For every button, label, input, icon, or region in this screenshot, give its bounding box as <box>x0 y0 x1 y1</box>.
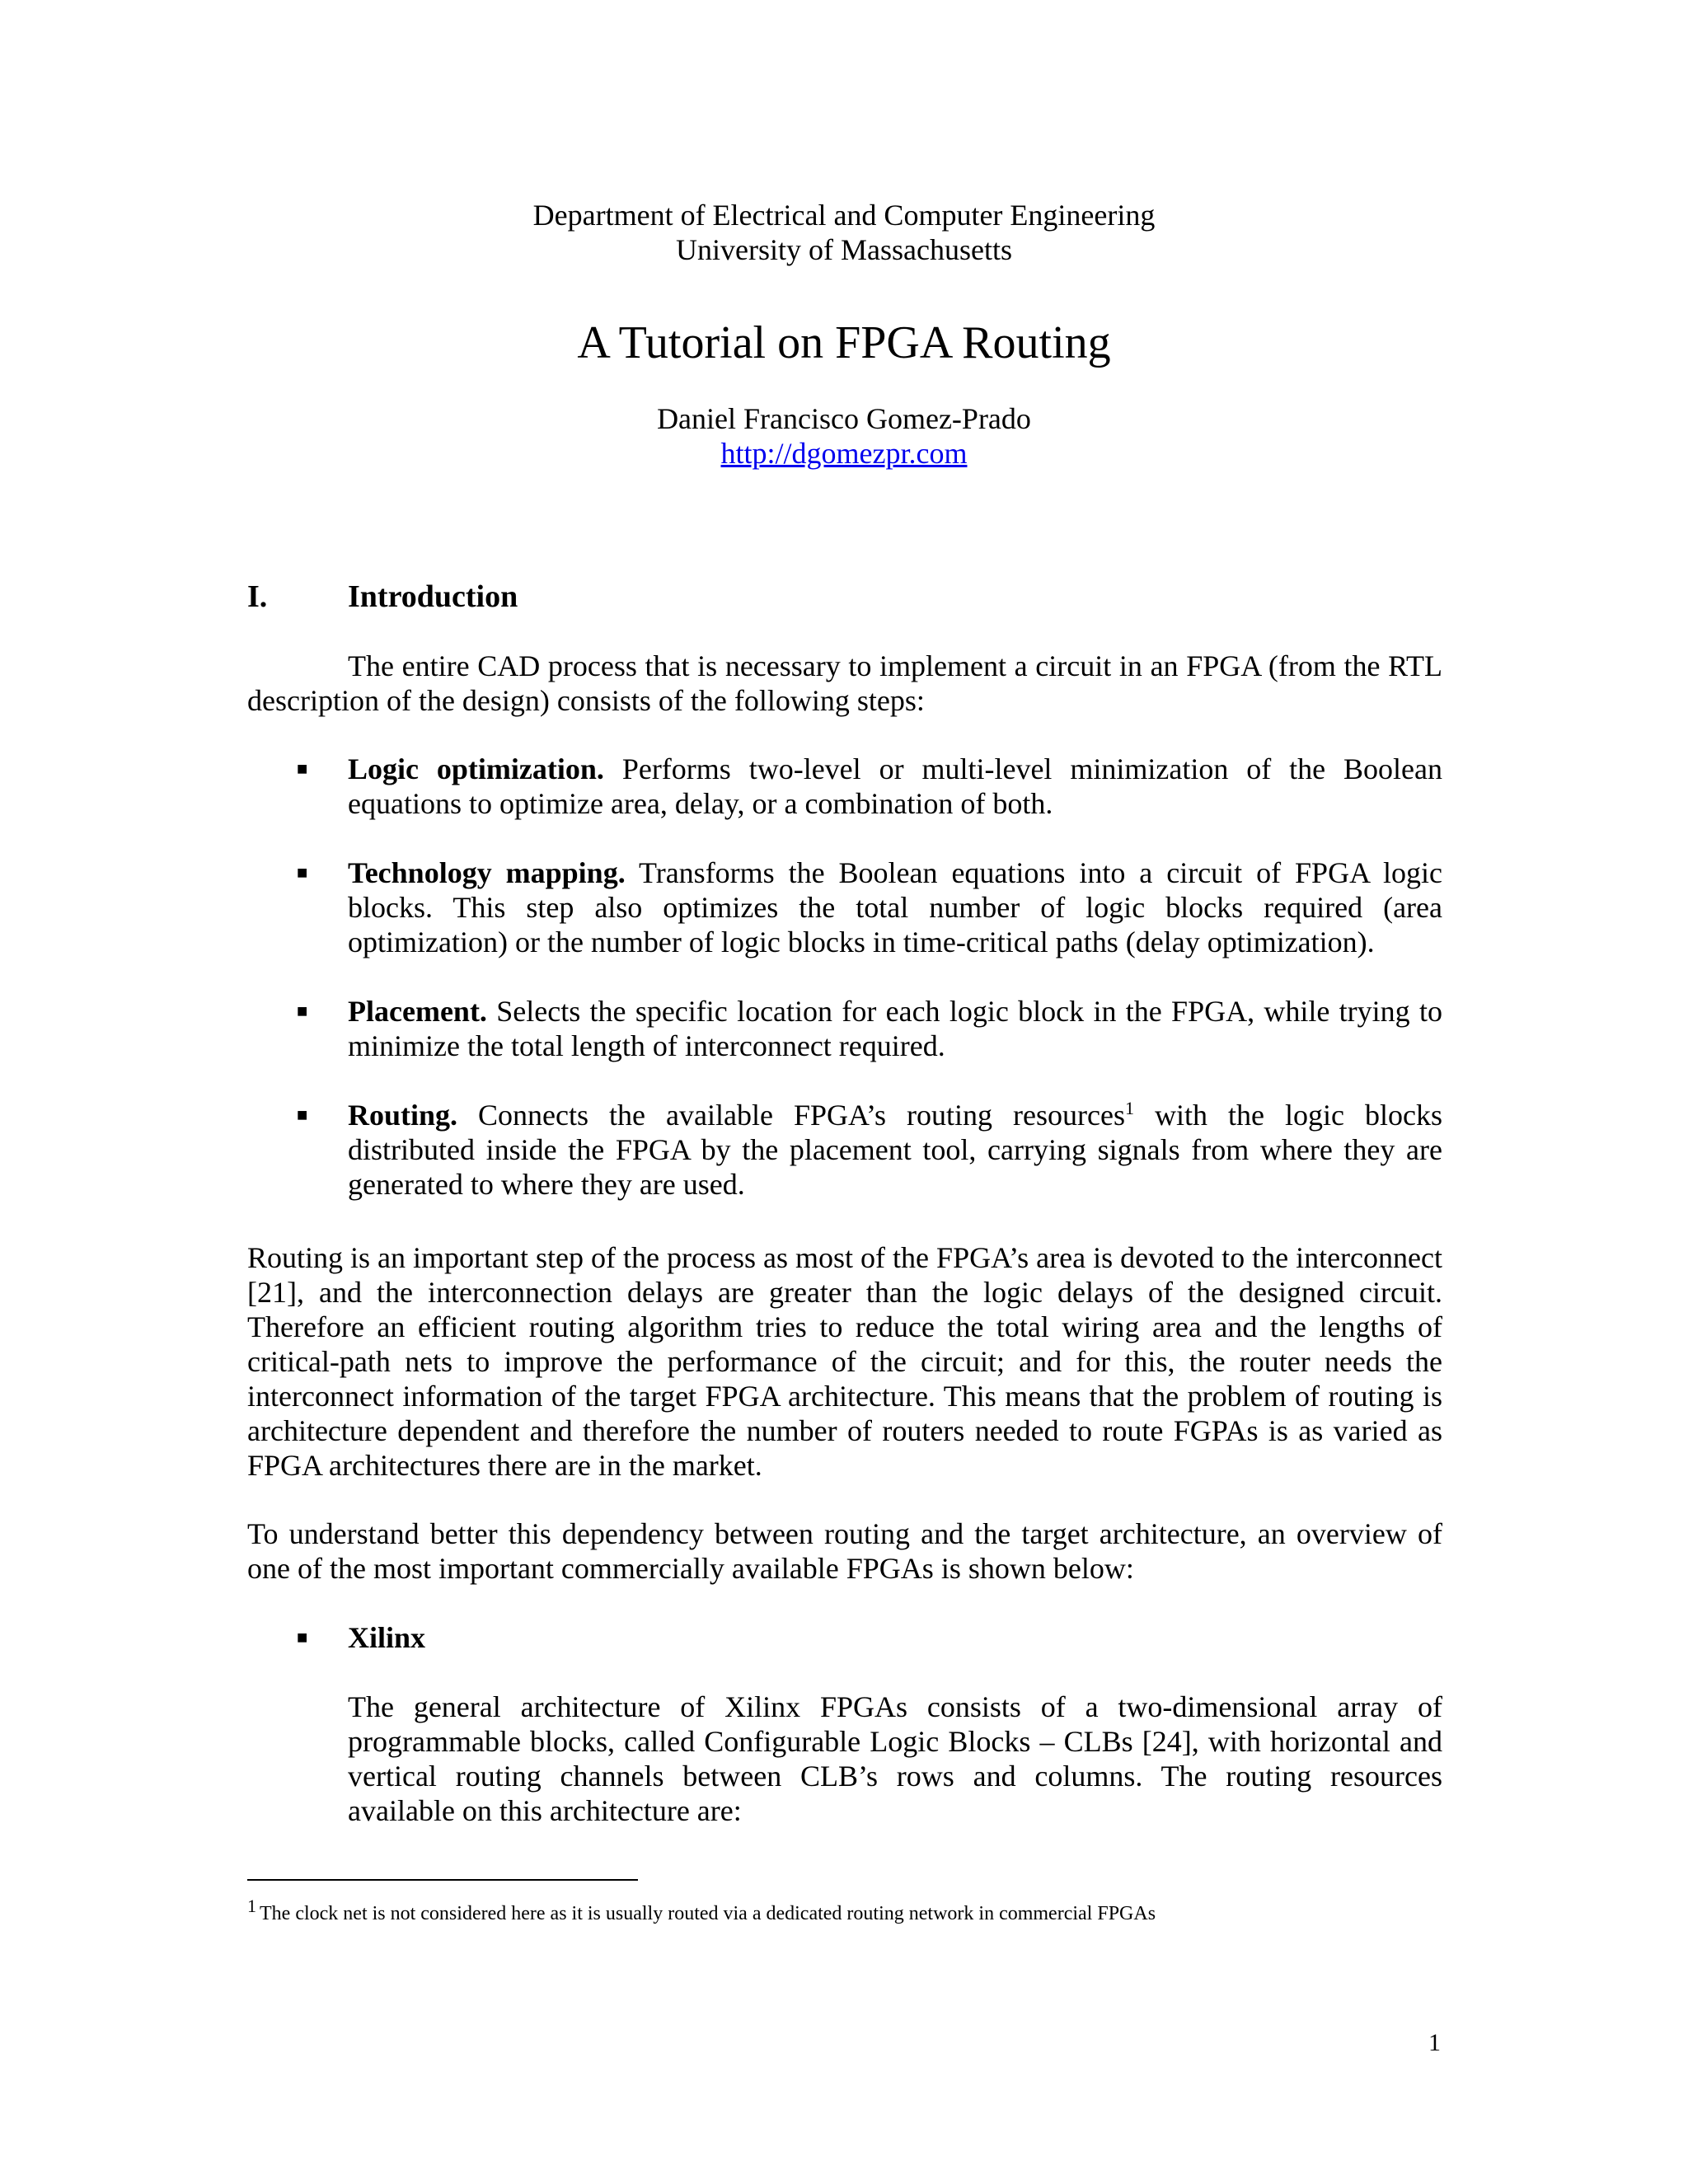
bullet-square-icon: ■ <box>297 758 308 779</box>
bullet-square-icon: ■ <box>297 862 308 883</box>
step-text: Connects the available FPGA’s routing resources <box>457 1099 1125 1132</box>
xilinx-label: Xilinx <box>348 1621 426 1654</box>
footnote-reference[interactable]: 1 <box>1124 1098 1134 1118</box>
step-term: Routing. <box>348 1099 458 1132</box>
routing-paragraph: Routing is an important step of the process as most of the FPGA’s area is devoted to the interconnect [21], and the interconnection delays are greater than the logic delays of the designed circuit. Therefore an efficient routing algorithm tries to reduce the total wiring area and the lengths of critical-path nets to improve the performance of the circuit; and for this, the router needs the interconnect information of the target FPGA architecture. This means that the problem of routing is architecture dependent and therefore the number of routers needed to route FGPAs is as varied as FPGA architectures there are in the market. <box>247 1241 1442 1482</box>
xilinx-bullet <box>247 1620 1442 1655</box>
paper-title: A Tutorial on FPGA Routing <box>577 317 1111 368</box>
section-number: I. <box>247 579 268 614</box>
step-term: Logic optimization. <box>348 752 604 785</box>
step-text: Transforms the Boolean equations into a circuit of FPGA logic blocks. This step also optimizes the total number of logic blocks required (area optimization) or the number of logic blocks in time-critical paths (delay optimization). <box>348 856 1442 958</box>
intro-text: The entire CAD process that is necessary to implement a circuit in an FPGA (from the RTL description of the design) consists of the following steps: <box>247 649 1442 717</box>
bullet-square-icon: ■ <box>297 1627 308 1647</box>
cad-steps-list <box>247 752 1442 1236</box>
footnote-number: 1 <box>247 1896 256 1916</box>
author-block <box>247 401 1441 471</box>
intro-paragraph <box>247 649 1442 718</box>
university-line: University of Massachusetts <box>676 233 1012 266</box>
page-number: 1 <box>1428 2029 1441 2056</box>
section-title: Introduction <box>348 579 518 614</box>
department-line: Department of Electrical and Computer Engineering <box>532 199 1156 232</box>
step-term: Placement. <box>348 995 487 1028</box>
bullet-square-icon: ■ <box>297 1001 308 1021</box>
step-text: Performs two-level or multi-level minimization of the Boolean equations to optimize area, delay, or a combination of both. <box>348 752 1443 820</box>
footnote-text: The clock net is not considered here as it is usually routed via a dedicated routing network in commercial FPGAs <box>260 1903 1156 1924</box>
xilinx-paragraph: The general architecture of Xilinx FPGAs consists of a two-dimensional array of programmable blocks, called Configurable Logic Blocks – CLBs [24], with horizontal and vertical routing channels between CLB’s rows and columns. The routing resources available on this architecture are: <box>348 1690 1442 1827</box>
step-text: Selects the specific location for each logic block in the FPGA, while trying to minimize the total length of interconnect required. <box>348 995 1442 1062</box>
overview-paragraph: To understand better this dependency between routing and the target architecture, an overview of one of the most important commercially available FPGAs is shown below: <box>247 1517 1442 1585</box>
section-heading <box>247 579 518 615</box>
list-item <box>247 1098 1442 1202</box>
step-term: Technology mapping. <box>348 856 626 889</box>
step-text: with the logic blocks distributed inside the FPGA by the placement tool, carrying signals from where they are generated to where they are used. <box>348 1099 1442 1201</box>
author-url-link[interactable]: http://dgomezpr.com <box>720 437 968 470</box>
footnote-divider <box>247 1879 638 1881</box>
list-item <box>247 752 1442 821</box>
author-name: Daniel Francisco Gomez-Prado <box>657 402 1031 435</box>
affiliation-block <box>247 198 1441 267</box>
footnote <box>247 1894 1442 1926</box>
list-item <box>247 994 1442 1063</box>
bullet-square-icon: ■ <box>297 1104 308 1125</box>
list-item <box>247 855 1442 959</box>
